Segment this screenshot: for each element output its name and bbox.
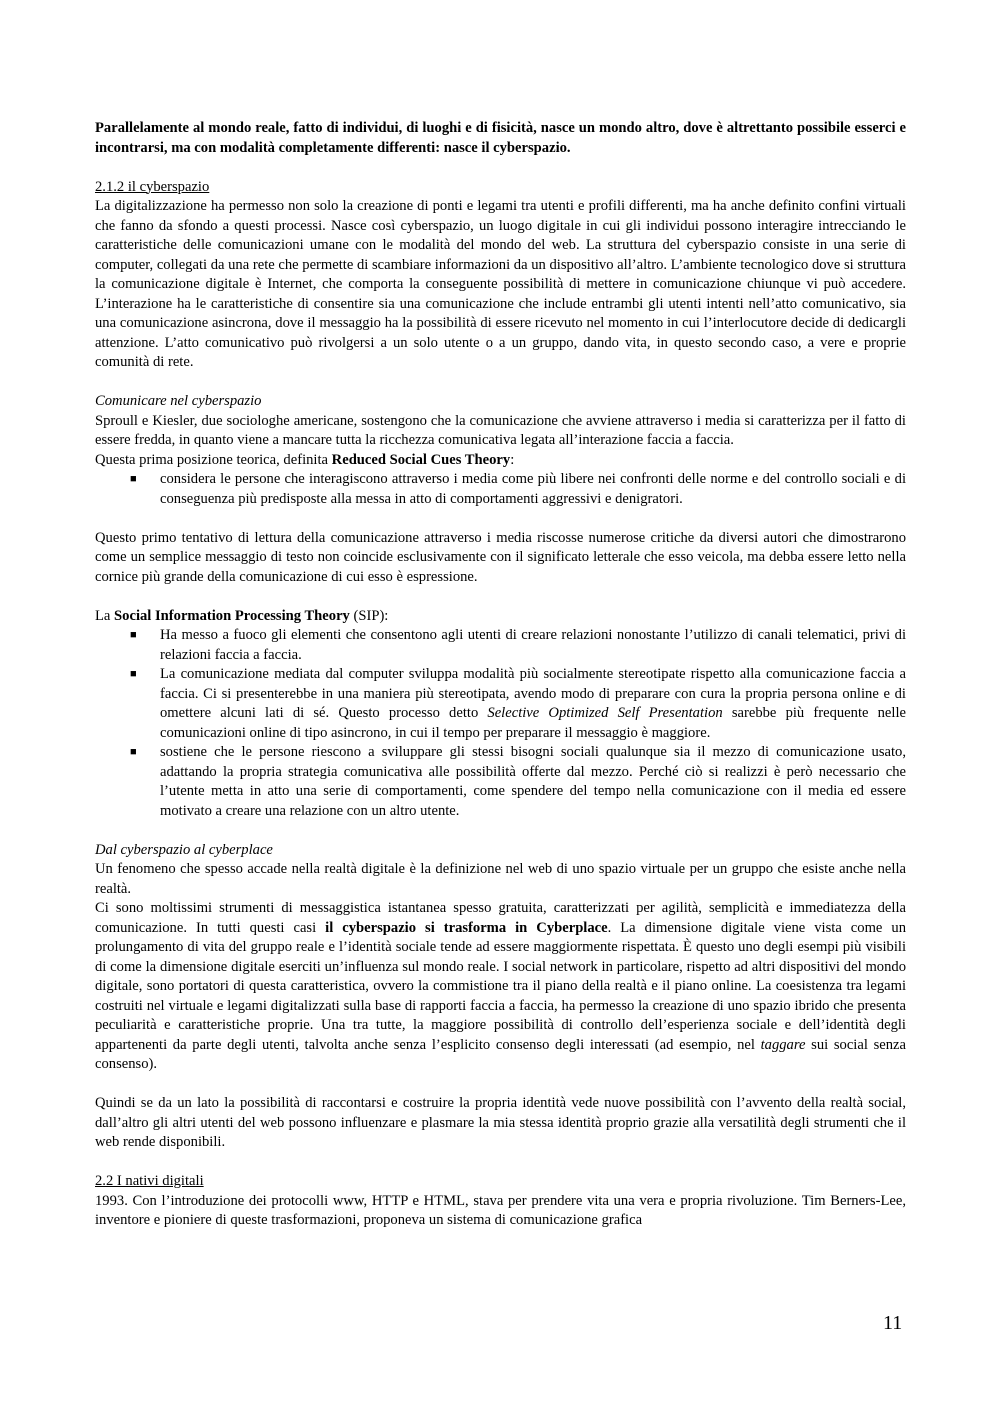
section-2-1-2-paragraph: La digitalizzazione ha permesso non solo la creazione di ponti e legami tra utenti e profili differenti, ma ha anche definito confini virtuali che fanno da sfondo a questi processi. Nasce così cyberspazio, un luogo digitale in cui gli individui possono interagire intrecciando le caratteristiche delle comunicazioni umane con le modalità del mondo del web. La struttura del cyberspazio consiste in una serie di computer, collegati da una rete che permette di scambiare informazioni da un dispositivo all’altro. L’ambiente tecnologico dove si struttura la comunicazione digitale è Internet, che comporta la conseguente possibilità di mettere in comunicazione chiunque vi può accedere. L’interazione ha le caratteristiche di consentire sia una comunicazione che include entrambi gli utenti intenti nell’atto comunicativo, sia una comunicazione asincrona, dove il messaggio ha la possibilità di essere ricevuto nel momento in cui l’interlocutore decide di dedicargli attenzione. L’atto comunicativo può rivolgersi a un solo utente o a un gruppo, dando vita, in questo secondo caso, a vere e proprie comunità di rete. [95,198,906,370]
sip-term: Social Information Processing Theory [114,607,350,624]
bullet-icon: ■ [130,668,137,680]
cyberplace-paragraph-3: Quindi se da un lato la possibilità di raccontarsi e costruire la propria identità vede nuove possibilità con l’avvento della realtà social, dall’altro gli altri utenti del web possono influenzare e plasmare la mia stessa identità proprio grazie alla versatilità degli strumenti che il web rende disponibili. [95,1095,906,1150]
rsct-bullet-list [95,470,906,509]
sip-intro: La Social Information Processing Theory (SIP): [95,607,389,624]
section-2-2-heading: 2.2 I nativi digitali [95,1173,204,1189]
sip-bullet-list [95,626,906,821]
comunicare-paragraph-3: Questo primo tentativo di lettura della comunicazione attraverso i media riscosse numerose critiche da diversi autori che dimostrarono come un semplice messaggio di testo non coincide esclusivamente con il significato letterale che esso veicola, ma debba essere letto nella cornice più grande della comunicazione di cui esso è espressione. [95,529,906,585]
intro-paragraph: Parallelamente al mondo reale, fatto di individui, di luoghi e di fisicità, nasce un mondo altro, dove è altrettanto possibile esserci e incontrarsi, ma con modalità completamente differenti: nasce il cyberspazio. [95,120,906,156]
comunicare-paragraph-2: Questa prima posizione teorica, definita Reduced Social Cues Theory: [95,451,515,468]
section-2-1-2-heading: 2.1.2 il cyberspazio [95,178,210,195]
list-item: ■ La comunicazione mediata dal computer sviluppa modalità più socialmente stereotipate rispetto alla comunicazione faccia a faccia. Ci si presenterebbe in una maniera più stereotipata, avendo modo di preparare con cura la propria persona online e di omettere alcuni lati di sé. Questo processo detto Selective Optimized Self Presentation sarebbe più frequente nelle comunicazioni online di tipo asincrono, in cui il tempo per preparare il messaggio è maggiore. [130,666,906,741]
reduced-social-cues-term: Reduced Social Cues Theory [331,451,511,468]
cyberplace-paragraph-2: Ci sono moltissimi strumenti di messaggistica istantanea spesso gratuita, caratterizzati per agilità, semplicità e immediatezza della comunicazione. In tutti questi casi il cyberspazio si trasforma in Cyberplace. La dimensione digitale viene vista come un prolungamento di vita del gruppo reale e l’identità sociale tende ad essere maggiormente rispettata. È questo uno degli esempi più visibili di come la dimensione digitale eserciti un’influenza sul mondo reale. I social network in particolare, rispetto ad altri dispositivi del mondo digitale, sono portatori di questa caratteristica, ovvero la commistione tra il piano della realtà e il piano online. La coesistenza tra legami costruiti nel virtuale e legami digitalizzati sulla base di rapporti faccia a faccia, ha permesso la creazione di uno spazio ibrido che presenta peculiarità e caratteristiche proprie. Una tra tutte, la maggiore possibilità di controllo dell’esperienza sociale e dell’identità degli appartenenti da parte degli utenti, talvolta anche senza l’esplicito consenso degli interessati (ad esempio, nel taggare sui social senza consenso). [95,900,906,1072]
bullet-icon: ■ [130,629,137,641]
cyberplace-heading: Dal cyberspazio al cyberplace [95,841,273,858]
cyberplace-term: il cyberspazio si trasforma in Cyberplace [325,919,608,936]
bullet-icon: ■ [130,473,137,485]
page-number: 11 [883,1312,903,1334]
list-item: ■ considera le persone che interagiscono attraverso i media come più libere nei confronti delle norme e del controllo sociali e di conseguenza più predisposte alla messa in atto di comportamenti aggressivi e denigratori. [130,471,906,507]
list-item: ■ sostiene che le persone riescono a sviluppare gli stessi bisogni sociali qualunque sia il mezzo di comunicazione usato, adattando la propria strategia comunicativa alle possibilità offerte dal mezzo. Perché ciò si realizzi è però necessario che l’utente metta in atto una serie di comportamenti, come spendere del tempo nella comunicazione con il media ed essere motivato a creare una relazione con un altro utente. [130,744,906,819]
comunicare-heading: Comunicare nel cyberspazio [95,393,262,409]
bullet-icon: ■ [130,746,137,758]
comunicare-paragraph-1: Sproull e Kiesler, due sociologhe americane, sostengono che la comunicazione che avviene attraverso i media si caratterizza per il fatto di essere fredda, in quanto viene a mancare tutta la ricchezza comunicativa legata all’interazione faccia a faccia. [95,412,906,448]
page-content [95,119,906,1231]
section-2-2-paragraph: 1993. Con l’introduzione dei protocolli www, HTTP e HTML, stava per prendere vita una vera e propria rivoluzione. Tim Berners-Lee, inventore e pioniere di queste trasformazioni, proponeva un sistema di comunicazione grafica [95,1192,906,1228]
list-item: ■ Ha messo a fuoco gli elementi che consentono agli utenti di creare relazioni nonostante l’utilizzo di canali telematici, privi di relazioni faccia a faccia. [130,627,906,663]
cyberplace-paragraph-1: Un fenomeno che spesso accade nella realtà digitale è la definizione nel web di uno spazio virtuale per un gruppo che esiste anche nella realtà. [95,861,906,897]
